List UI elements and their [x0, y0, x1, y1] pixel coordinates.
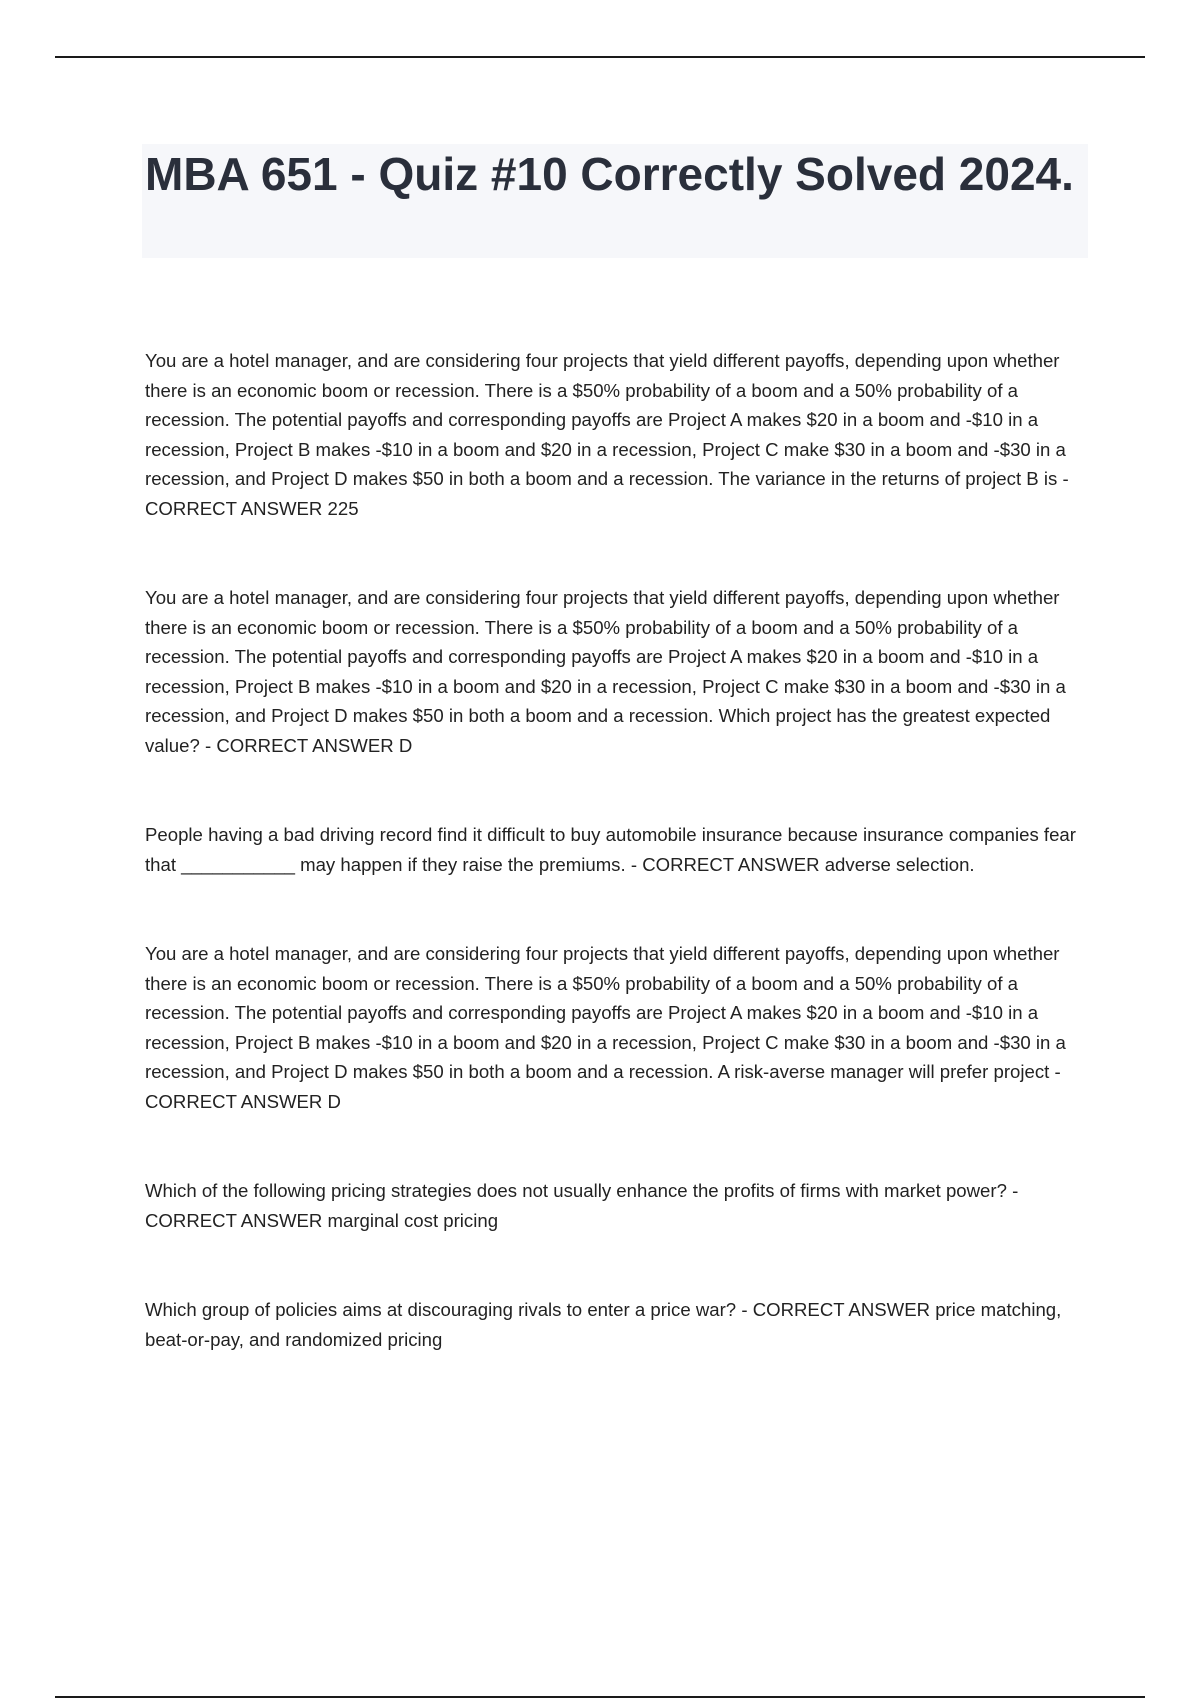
question-text: You are a hotel manager, and are considering four projects that yield different payoffs, depending upon whether there is an economic boom or recession. There is a $50% probability of a boom and a 50% probability of a recession. The potential payoffs and corresponding payoffs are Project A makes $20 in a boom and -$10 in a recession, Project B makes -$10 in a boom and $20 in a recession, Project C make $30 in a boom and -$30 in a recession, and Project D makes $50 in both a boom and a recession. The variance in the returns of project B is — [145, 350, 1066, 489]
page-title: MBA 651 - Quiz #10 Correctly Solved 2024. — [145, 148, 1074, 200]
qa-item — [145, 820, 1085, 879]
answer-separator: - — [1057, 468, 1069, 489]
answer-label: CORRECT ANSWER — [145, 497, 323, 519]
answer-text: marginal cost pricing — [327, 1209, 499, 1231]
qa-item — [145, 1295, 1085, 1354]
answer-separator: - — [199, 734, 217, 756]
answer-label: CORRECT ANSWER — [145, 1090, 323, 1112]
answer-text: adverse selection. — [824, 853, 975, 875]
qa-item — [145, 939, 1085, 1116]
question-text: You are a hotel manager, and are considering four projects that yield different payoffs, depending upon whether there is an economic boom or recession. There is a $50% probability of a boom and a 50% probability of a recession. The potential payoffs and corresponding payoffs are Project A makes $20 in a boom and -$10 in a recession, Project B makes -$10 in a boom and $20 in a recession, Project C make $30 in a boom and -$30 in a recession, and Project D makes $50 in both a boom and a recession. Which project has the greatest expected value? — [145, 587, 1066, 756]
bottom-rule — [55, 1696, 1145, 1698]
question-text: You are a hotel manager, and are considering four projects that yield different payoffs, depending upon whether there is an economic boom or recession. There is a $50% probability of a boom and a 50% probability of a recession. The potential payoffs and corresponding payoffs are Project A makes $20 in a boom and -$10 in a recession, Project B makes -$10 in a boom and $20 in a recession, Project C make $30 in a boom and -$30 in a recession, and Project D makes $50 in both a boom and a recession. A risk-averse manager will prefer project — [145, 943, 1066, 1082]
answer-text: D — [327, 1090, 341, 1112]
qa-item — [145, 1176, 1085, 1235]
answer-label: CORRECT ANSWER — [752, 1299, 931, 1320]
qa-item — [145, 346, 1085, 523]
question-text: People having a bad driving record find it difficult to buy automobile insurance because insurance companies fear that ___________ may happen if they raise the premiums. — [145, 824, 1076, 875]
top-rule — [55, 56, 1145, 58]
question-list — [145, 346, 1085, 1354]
answer-text: D — [398, 734, 413, 756]
answer-label: CORRECT ANSWER — [145, 1209, 323, 1231]
answer-separator: - — [1049, 1061, 1061, 1082]
answer-text: 225 — [327, 497, 359, 519]
question-text: Which of the following pricing strategies does not usually enhance the profits of firms with market power? — [145, 1180, 1007, 1201]
qa-item — [145, 583, 1085, 760]
answer-text: price matching, beat-or-pay, and randomized pricing — [145, 1299, 1062, 1350]
answer-separator: - — [625, 853, 643, 875]
answer-label: CORRECT ANSWER — [642, 853, 820, 875]
answer-separator: - — [736, 1299, 753, 1320]
question-text: Which group of policies aims at discouraging rivals to enter a price war? — [145, 1299, 737, 1320]
answer-label: CORRECT ANSWER — [216, 734, 394, 756]
answer-separator: - — [1006, 1180, 1019, 1201]
